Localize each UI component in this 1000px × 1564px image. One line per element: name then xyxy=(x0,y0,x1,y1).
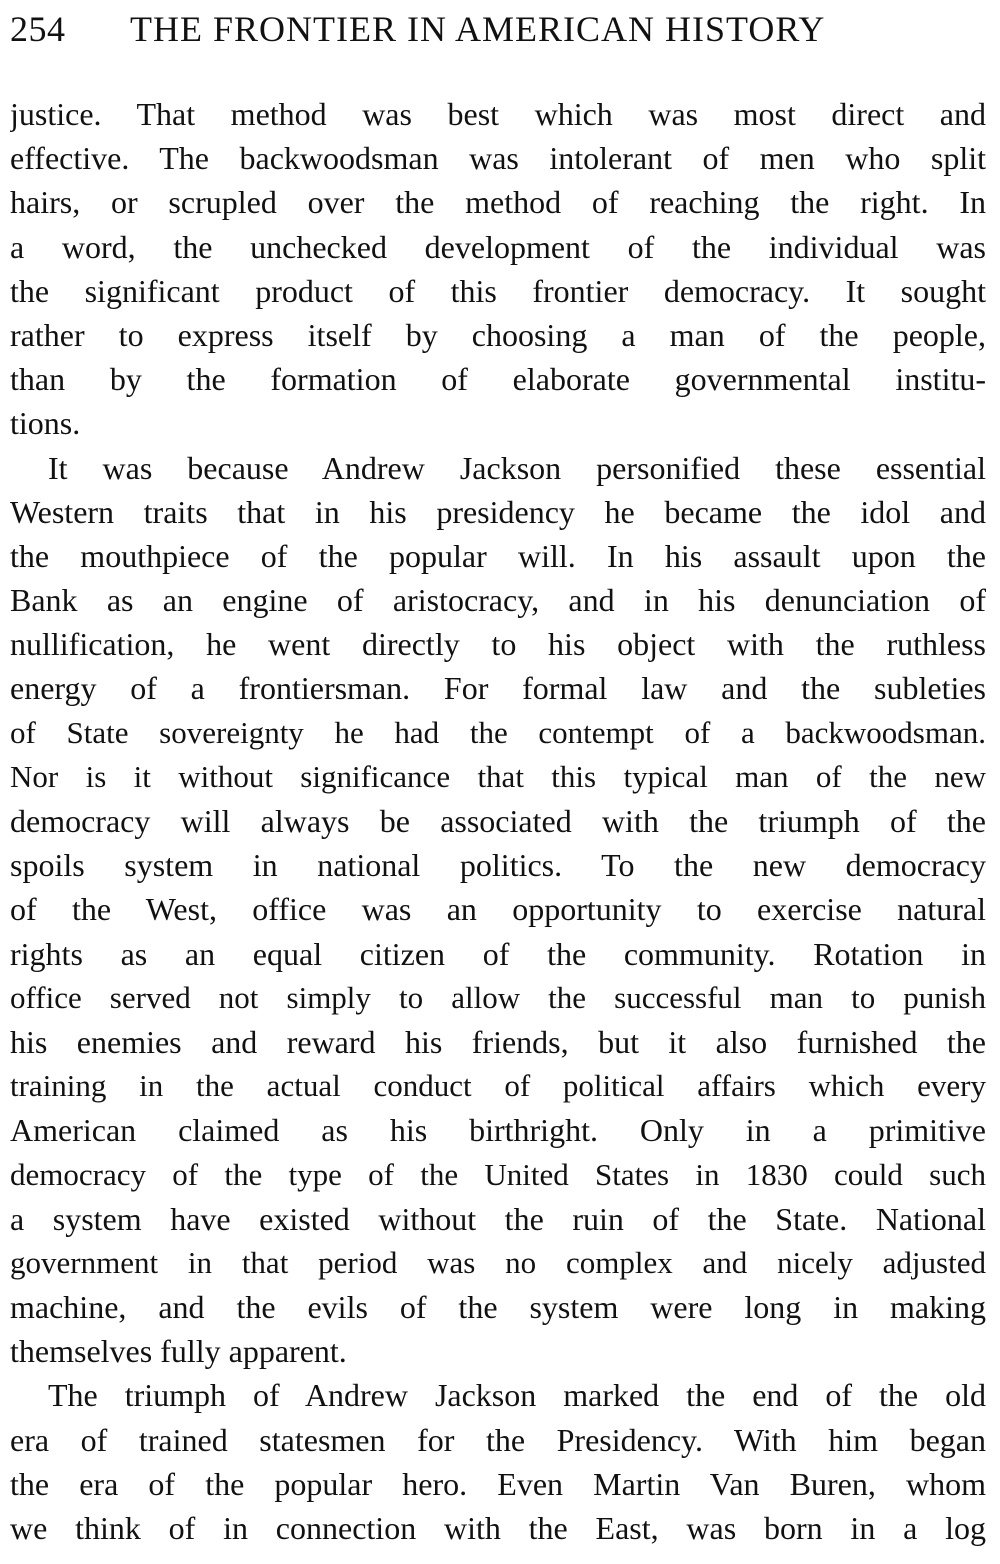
text-line: Nor is it without significance that this typical man of the new xyxy=(10,758,986,794)
text-line: tions. xyxy=(10,405,81,442)
text-line: his enemies and reward his friends, but it also furnished the xyxy=(10,1023,986,1060)
text-line: energy of a frontiersman. For formal law and the subleties xyxy=(10,670,986,707)
text-line: machine, and the evils of the system were long in making xyxy=(10,1289,986,1326)
paragraph-3 xyxy=(10,1373,986,1550)
text-line: a system have existed without the ruin of the State. National xyxy=(10,1200,986,1237)
text-line: spoils system in national politics. To the new democracy xyxy=(10,847,986,884)
text-line: democracy of the type of the United States in 1830 could such xyxy=(10,1156,986,1192)
text-line: we think of in connection with the East, was born in a log xyxy=(10,1510,986,1546)
text-line: It was because Andrew Jackson personified these essential xyxy=(48,449,986,486)
text-line: themselves fully apparent. xyxy=(10,1333,347,1370)
paragraph-1 xyxy=(10,92,986,446)
body-text xyxy=(10,92,986,1550)
text-line: era of trained statesmen for the Presidency. With him began xyxy=(10,1421,986,1458)
text-line: of the West, office was an opportunity to exercise natural xyxy=(10,891,986,928)
text-line: nullification, he went directly to his object with the ruthless xyxy=(10,626,986,663)
text-line: the era of the popular hero. Even Martin Van Buren, whom xyxy=(10,1465,986,1502)
page-number: 254 xyxy=(10,9,66,49)
text-line: The triumph of Andrew Jackson marked the end of the old xyxy=(48,1377,986,1414)
text-line: the significant product of this frontier democracy. It sought xyxy=(10,272,986,309)
text-line: American claimed as his birthright. Only in a primitive xyxy=(10,1112,986,1149)
text-line: justice. That method was best which was most direct and xyxy=(10,96,986,132)
text-line: democracy will always be associated with the triumph of the xyxy=(10,803,986,839)
text-line: rather to express itself by choosing a man of the people, xyxy=(10,316,986,353)
paragraph-2 xyxy=(10,446,986,1374)
text-line: the mouthpiece of the popular will. In his assault upon the xyxy=(10,537,986,574)
text-line: of State sovereignty he had the contempt of a backwoodsman. xyxy=(10,714,986,750)
text-line: hairs, or scrupled over the method of reaching the right. In xyxy=(10,184,986,221)
text-line: rights as an equal citizen of the community. Rotation in xyxy=(10,935,986,972)
text-line: a word, the unchecked development of the individual was xyxy=(10,228,986,265)
running-head xyxy=(10,8,970,64)
text-line: office served not simply to allow the successful man to punish xyxy=(10,979,986,1015)
text-line: effective. The backwoodsman was intolerant of men who split xyxy=(10,140,986,177)
running-title: THE FRONTIER IN AMERICAN HISTORY xyxy=(130,9,826,49)
text-line: Bank as an engine of aristocracy, and in his denunciation of xyxy=(10,582,986,619)
text-line: Western traits that in his presidency he became the idol and xyxy=(10,493,986,530)
text-line: training in the actual conduct of political affairs which every xyxy=(10,1068,986,1104)
text-line: government in that period was no complex and nicely adjusted xyxy=(10,1244,986,1280)
text-line: than by the formation of elaborate governmental institu- xyxy=(10,361,986,398)
